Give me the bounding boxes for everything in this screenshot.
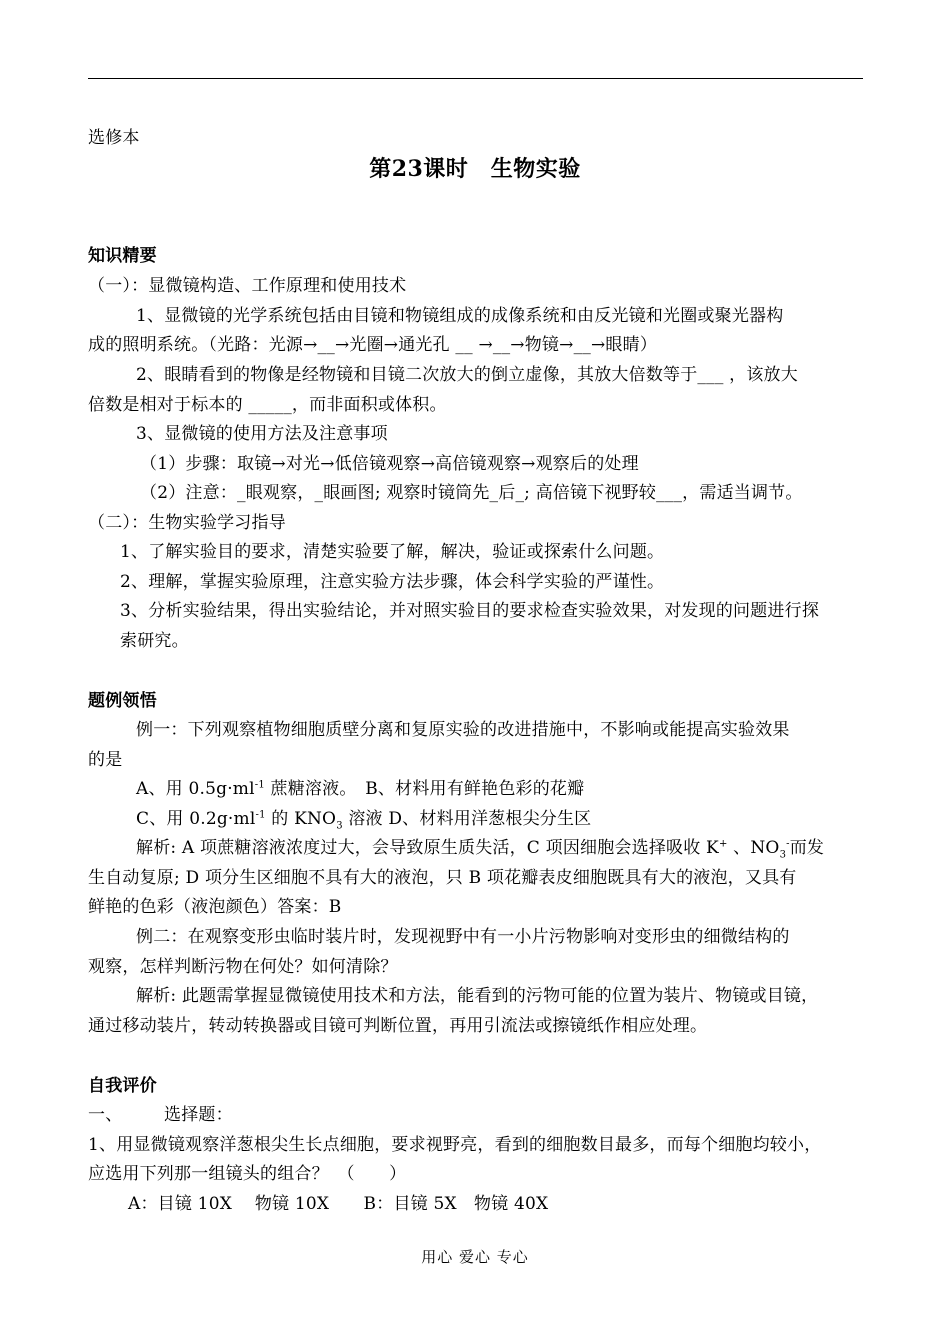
paragraph: 观察，怎样判断污物在何处？如何清除？: [88, 957, 398, 977]
course-label: 选修本: [88, 128, 140, 148]
option-line: A、用 $0.5g\cdot ml^{-1}$ 蔗糖溶液。 B、材料用有鲜艳色彩的花瓣: [136, 779, 585, 799]
header-rule: [88, 78, 863, 79]
section-heading-self-eval: 自我评价: [88, 1076, 157, 1096]
paragraph: 的是: [88, 750, 123, 770]
subsection-title: 选择题：: [164, 1105, 233, 1125]
paragraph: 1、显微镜的光学系统包括由目镜和物镜组成的成像系统和由反光镜和光圈或聚光器构: [136, 306, 784, 326]
section-heading-knowledge: 知识精要: [88, 246, 157, 266]
paragraph: （2）注意：_眼观察，_眼画图; 观察时镜筒先_后_; 高倍镜下视野较___，需适当调节。: [140, 483, 803, 503]
option-line: C、用 $0.2g\cdot ml^{-1}$ 的 $KNO_3$ 溶液 D、材料用洋葱根尖分生区: [136, 809, 592, 832]
paragraph: 例二：在观察变形虫临时装片时，发现视野中有一小片污物影响对变形虫的细微结构的: [136, 927, 790, 947]
paragraph: 2、眼睛看到的物像是经物镜和目镜二次放大的倒立虚像，其放大倍数等于___ ，该放大: [136, 365, 798, 385]
paragraph: 解析: 此题需掌握显微镜使用技术和方法，能看到的污物可能的位置为装片、物镜或目镜，: [136, 986, 819, 1006]
paragraph: 倍数是相对于标本的 _____，而非面积或体积。: [88, 395, 447, 415]
section-heading-examples: 题例领悟: [88, 691, 157, 711]
paragraph: 例一：下列观察植物细胞质壁分离和复原实验的改进措施中，不影响或能提高实验效果: [136, 720, 790, 740]
paragraph: 通过移动装片，转动转换器或目镜可判断位置，再用引流法或擦镜纸作相应处理。: [88, 1016, 708, 1036]
paragraph: 3、显微镜的使用方法及注意事项: [136, 424, 388, 444]
analysis-line: 解析: A 项蔗糖溶液浓度过大，会导致原生质失活，C 项因细胞会选择吸收 K+ 、$NO_3^-$而发: [136, 838, 825, 861]
part-heading-2: （二）：生物实验学习指导: [88, 513, 286, 533]
paragraph: 鲜艳的色彩（液泡颜色）答案：B: [88, 897, 342, 917]
list-item: 2、理解，掌握实验原理，注意实验方法步骤，体会科学实验的严谨性。: [120, 572, 665, 592]
question: 1、用显微镜观察洋葱根尖生长点细胞，要求视野亮，看到的细胞数目最多，而每个细胞均较小，: [88, 1135, 822, 1155]
question: 应选用下列那一组镜头的组合？ （ ）: [88, 1164, 407, 1184]
part-heading-1: （一）：显微镜构造、工作原理和使用技术: [88, 276, 407, 296]
page-title: 第23课时 生物实验: [369, 156, 581, 182]
list-item: 索研究。: [120, 631, 189, 651]
page-footer: 用心 爱心 专心: [421, 1248, 529, 1266]
paragraph: （1）步骤：取镜→对光→低倍镜观察→高倍镜观察→观察后的处理: [140, 454, 639, 474]
paragraph: 成的照明系统。（光路：光源→__→光圈→通光孔 __ →__→物镜→__→眼睛）: [88, 335, 658, 355]
question-options: A：目镜 10X 物镜 10X B：目镜 5X 物镜 40X: [128, 1194, 549, 1214]
list-item: 1、了解实验目的要求，清楚实验要了解，解决，验证或探索什么问题。: [120, 542, 665, 562]
list-item: 3、分析实验结果，得出实验结论，并对照实验目的要求检查实验效果，对发现的问题进行探: [120, 601, 820, 621]
paragraph: 生自动复原; D 项分生区细胞不具有大的液泡，只 B 项花瓣表皮细胞既具有大的液泡，又具有: [88, 868, 797, 888]
subsection-number: 一、: [88, 1105, 123, 1125]
